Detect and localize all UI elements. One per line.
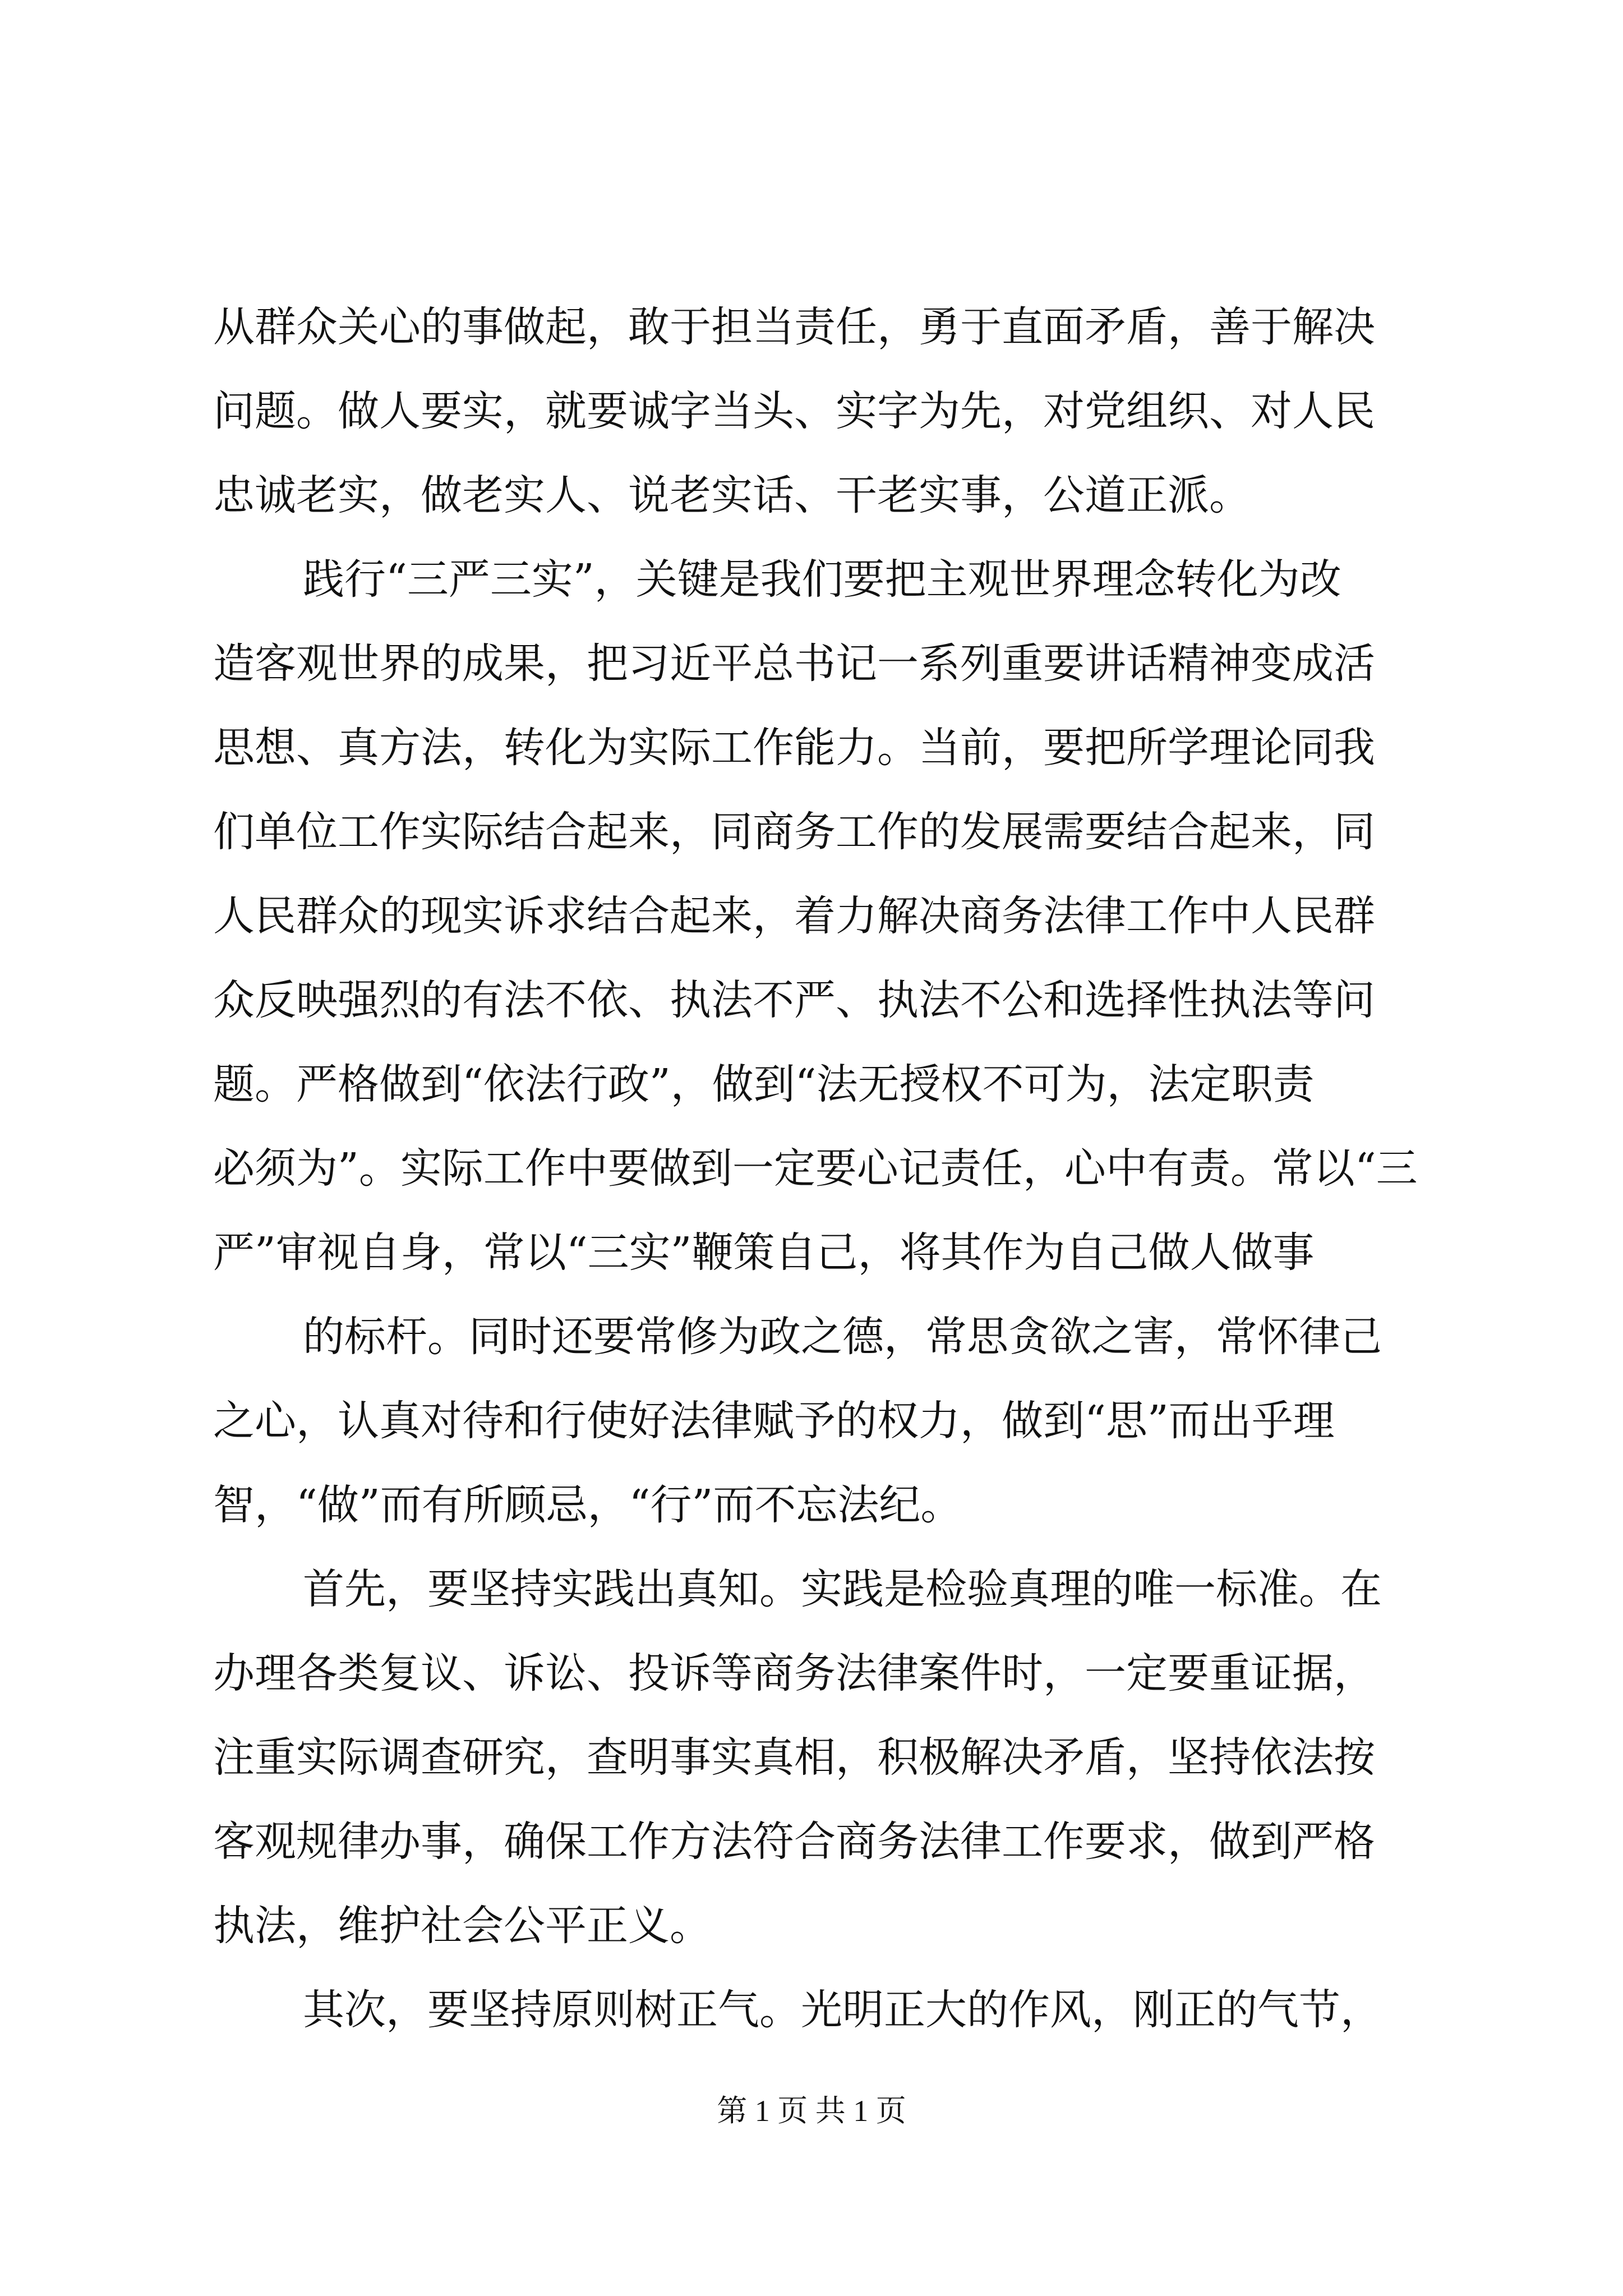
text-line: 办理各类复议、诉讼、投诉等商务法律案件时，一定要重证据， xyxy=(213,1649,1375,1697)
text-line: 思想、真方法，转化为实际工作能力。当前，要把所学理论同我 xyxy=(213,724,1375,772)
text-line: 其次，要坚持原则树正气。光明正大的作风，刚正的气节， xyxy=(303,1986,1382,2034)
text-line: 众反映强烈的有法不依、执法不严、执法不公和选择性执法等问 xyxy=(213,976,1375,1024)
text-line: 首先，要坚持实践出真知。实践是检验真理的唯一标准。在 xyxy=(303,1565,1382,1613)
text-line: 的标杆。同时还要常修为政之德，常思贪欲之害，常怀律己 xyxy=(303,1313,1382,1361)
text-line: 们单位工作实际结合起来，同商务工作的发展需要结合起来，同 xyxy=(213,808,1375,856)
page-number-footer: 第 1 页 共 1 页 xyxy=(717,2094,906,2128)
text-line: 严”审视自身，常以“三实”鞭策自己，将其作为自己做人做事 xyxy=(213,1228,1315,1277)
text-line: 注重实际调查研究，查明事实真相，积极解决矛盾，坚持依法按 xyxy=(213,1733,1375,1782)
text-line: 执法，维护社会公平正义。 xyxy=(213,1902,711,1950)
text-line: 必须为”。实际工作中要做到一定要心记责任，心中有责。常以“三 xyxy=(213,1144,1418,1193)
text-line: 践行“三严三实”，关键是我们要把主观世界理念转化为改 xyxy=(303,555,1341,604)
text-line: 忠诚老实，做老实人、说老实话、干老实事，公道正派。 xyxy=(213,471,1251,519)
text-line: 之心，认真对待和行使好法律赋予的权力，做到“思”而出乎理 xyxy=(213,1397,1335,1445)
text-line: 人民群众的现实诉求结合起来，着力解决商务法律工作中人民群 xyxy=(213,892,1375,940)
text-line: 智，“做”而有所顾忌，“行”而不忘法纪。 xyxy=(213,1481,962,1529)
text-line: 造客观世界的成果，把习近平总书记一系列重要讲话精神变成活 xyxy=(213,639,1375,688)
text-line: 从群众关心的事做起，敢于担当责任，勇于直面矛盾，善于解决 xyxy=(213,303,1375,351)
text-line: 题。严格做到“依法行政”，做到“法无授权不可为，法定职责 xyxy=(213,1060,1315,1108)
text-line: 客观规律办事，确保工作方法符合商务法律工作要求，做到严格 xyxy=(213,1818,1375,1866)
text-line: 问题。做人要实，就要诚字当头、实字为先，对党组织、对人民 xyxy=(213,387,1375,435)
